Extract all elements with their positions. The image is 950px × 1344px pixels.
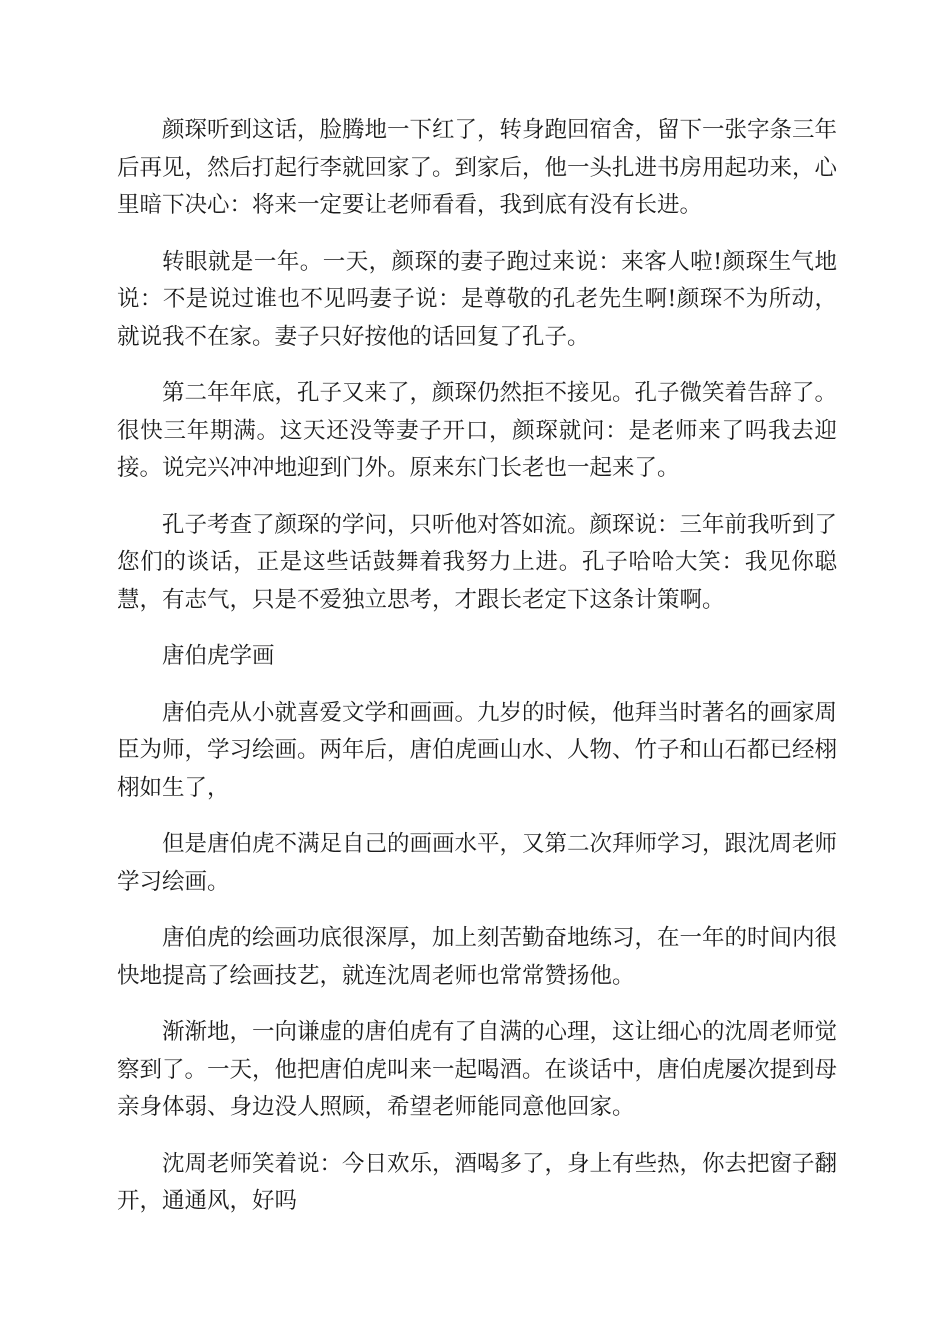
paragraph: 沈周老师笑着说：今日欢乐，酒喝多了，身上有些热，你去把窗子翻开，通通风，好吗: [117, 1150, 838, 1214]
paragraph: 唐伯虎的绘画功底很深厚，加上刻苦勤奋地练习，在一年的时间内很快地提高了绘画技艺，就连沈周老师也常常赞扬他。: [117, 925, 838, 989]
paragraph: 但是唐伯虎不满足自己的画画水平，又第二次拜师学习，跟沈周老师学习绘画。: [117, 831, 838, 895]
document-page: [117, 112, 837, 1240]
paragraph: 第二年年底，孔子又来了，颜琛仍然拒不接见。孔子微笑着告辞了。很快三年期满。这天还没等妻子开口，颜琛就问：是老师来了吗我去迎接。说完兴冲冲地迎到门外。原来东门长老也一起来了。: [117, 380, 838, 481]
paragraph: 转眼就是一年。一天，颜琛的妻子跑过来说：来客人啦!颜琛生气地说：不是说过谁也不见吗妻子说：是尊敬的孔老先生啊!颜琛不为所动，就说我不在家。妻子只好按他的话回复了孔子。: [117, 248, 837, 350]
paragraph: 颜琛听到这话，脸腾地一下红了，转身跑回宿舍，留下一张字条三年后再见，然后打起行李就回家了。到家后，他一头扎进书房用起功来，心里暗下决心：将来一定要让老师看看，我到底有没有长进。: [117, 117, 838, 218]
paragraph: 唐伯壳从小就喜爱文学和画画。九岁的时候，他拜当时著名的画家周臣为师，学习绘画。两年后，唐伯虎画山水、人物、竹子和山石都已经栩栩如生了，: [117, 699, 838, 801]
paragraph: 孔子考查了颜琛的学问，只听他对答如流。颜琛说：三年前我听到了您们的谈话，正是这些话鼓舞着我努力上进。孔子哈哈大笑：我见你聪慧，有志气，只是不爱独立思考，才跟长老定下这条计策啊。: [117, 511, 838, 613]
paragraph: 渐渐地，一向谦虚的唐伯虎有了自满的心理，这让细心的沈周老师觉察到了。一天，他把唐伯虎叫来一起喝酒。在谈话中，唐伯虎屡次提到母亲身体弱、身边没人照顾，希望老师能同意他回家。: [117, 1019, 838, 1120]
section-title: 唐伯虎学画: [162, 643, 275, 669]
